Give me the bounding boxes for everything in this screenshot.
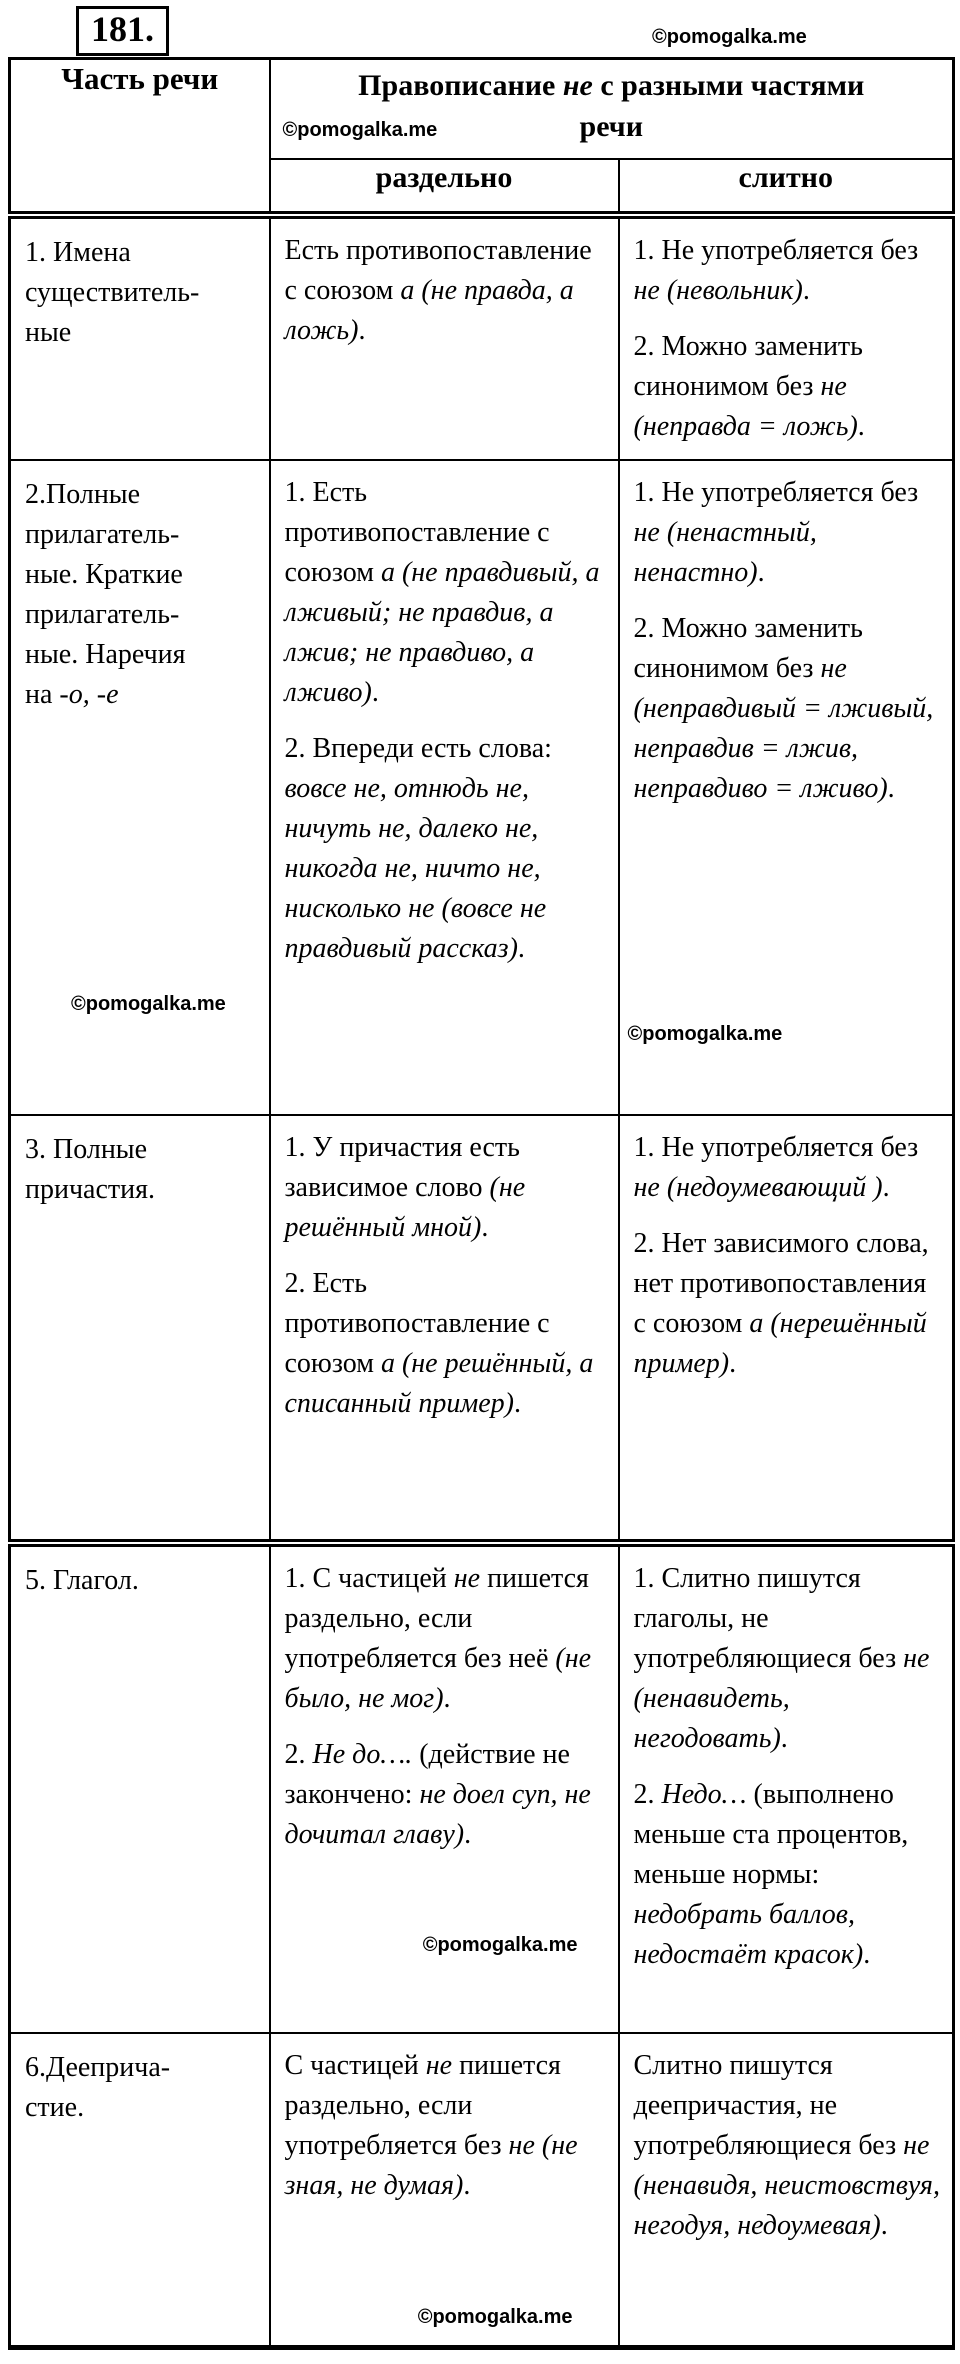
table-title: Правописание не с разными частями речи bbox=[358, 69, 865, 143]
cell-participles-razdelno bbox=[270, 1115, 619, 1543]
watermark-gerunds-razdelno: ©pomogalka.me bbox=[417, 2305, 573, 2328]
verbs-razdelno-text: 1. С частицей не пишется раздельно, если употребляется без неё (не было, не мог). 2. Не до…. (действие не закончено: не доел суп, не дочитал главу). bbox=[284, 1562, 592, 1850]
column-header-part-of-speech: Часть речи bbox=[10, 59, 270, 215]
row-nouns bbox=[10, 215, 954, 460]
row-verbs bbox=[10, 1543, 954, 2033]
cell-gerunds-razdelno bbox=[270, 2033, 619, 2348]
adjectives-slitno-text: 1. Не употребляется без не (ненастный, ненастно). 2. Можно заменить синонимом без не (неправдивый = лживый, неправдив = лжив, неправдиво = лживо). bbox=[633, 476, 934, 804]
gerunds-razdelno-text: С частицей не пишется раздельно, если употребляется без не (не зная, не думая). bbox=[284, 2049, 578, 2201]
row-adjectives-adverbs bbox=[10, 460, 954, 1115]
exercise-number-box bbox=[76, 6, 169, 56]
cell-nouns-slitno bbox=[619, 215, 954, 460]
adjectives-razdelno-text: 1. Есть противопоставление с союзом а (не правдивый, а лживый; не правдив, а лжив; не правдиво, а лживо). 2. Впереди есть слова: вовсе не, отнюдь не, ничуть не, далеко не, никогда не, ничто не, нисколько не (вовсе не правдивый рассказ). bbox=[284, 476, 600, 964]
nouns-slitno-text: 1. Не употребляется без не (невольник). 2. Можно заменить синонимом без не (неправда = ложь). bbox=[633, 234, 919, 442]
cell-participles-part bbox=[10, 1115, 270, 1543]
watermark-top: ©pomogalka.me bbox=[652, 26, 807, 48]
nouns-part-text: 1. Имена существитель- ные bbox=[25, 236, 200, 348]
watermark-adjectives-slitno: ©pomogalka.me bbox=[627, 1023, 783, 1046]
adjectives-part-text: 2.Полные прилагатель- ные. Краткие прилагатель- ные. Наречия на -о, -е bbox=[25, 478, 186, 710]
gerunds-slitno-text: Слитно пишутся деепричастия, не употребляющиеся без не (ненавидя, неистовствуя, негодуя, недоумевая). bbox=[633, 2049, 940, 2241]
row-participles bbox=[10, 1115, 954, 1543]
cell-adjectives-slitno bbox=[619, 460, 954, 1115]
cell-adjectives-razdelno bbox=[270, 460, 619, 1115]
column-header-razdelno: раздельно bbox=[270, 159, 619, 215]
verbs-slitno-text: 1. Слитно пишутся глаголы, не употребляющиеся без не (ненавидеть, негодовать). 2. Недо… (выполнено меньше ста процентов, меньше нормы: недобрать баллов, недостаёт красок). bbox=[633, 1562, 930, 1970]
ne-spelling-table bbox=[8, 57, 955, 2350]
cell-gerunds-part bbox=[10, 2033, 270, 2348]
participles-razdelno-text: 1. У причастия есть зависимое слово (не решённый мной). 2. Есть противопоставление с союзом а (не решённый, а списанный пример). bbox=[284, 1131, 594, 1419]
cell-participles-slitno bbox=[619, 1115, 954, 1543]
verbs-part-text: 5. Глагол. bbox=[25, 1564, 139, 1596]
participles-part-text: 3. Полные причастия. bbox=[25, 1133, 156, 1205]
table-title-cell bbox=[270, 59, 954, 159]
nouns-razdelno-text: Есть противопоставление с союзом а (не правда, а ложь). bbox=[284, 234, 592, 346]
watermark-adjectives-part: ©pomogalka.me bbox=[71, 993, 226, 1016]
gerunds-part-text: 6.Дееприча- стие. bbox=[25, 2051, 171, 2123]
participles-slitno-text: 1. Не употребляется без не (недоумевающий ). 2. Нет зависимого слова, нет противопоставления с союзом а (нерешённый пример). bbox=[633, 1131, 929, 1379]
cell-verbs-slitno bbox=[619, 1543, 954, 2033]
watermark-verbs-razdelno: ©pomogalka.me bbox=[422, 1934, 578, 1957]
column-header-slitno: слитно bbox=[619, 159, 954, 215]
cell-verbs-razdelno bbox=[270, 1543, 619, 2033]
cell-gerunds-slitno bbox=[619, 2033, 954, 2348]
cell-adjectives-part bbox=[10, 460, 270, 1115]
cell-nouns-razdelno bbox=[270, 215, 619, 460]
row-gerunds bbox=[10, 2033, 954, 2348]
cell-verbs-part bbox=[10, 1543, 270, 2033]
watermark-header: ©pomogalka.me bbox=[282, 118, 438, 141]
table-header-row bbox=[10, 59, 954, 159]
exercise-number: 181. bbox=[91, 9, 154, 49]
cell-nouns-part bbox=[10, 215, 270, 460]
